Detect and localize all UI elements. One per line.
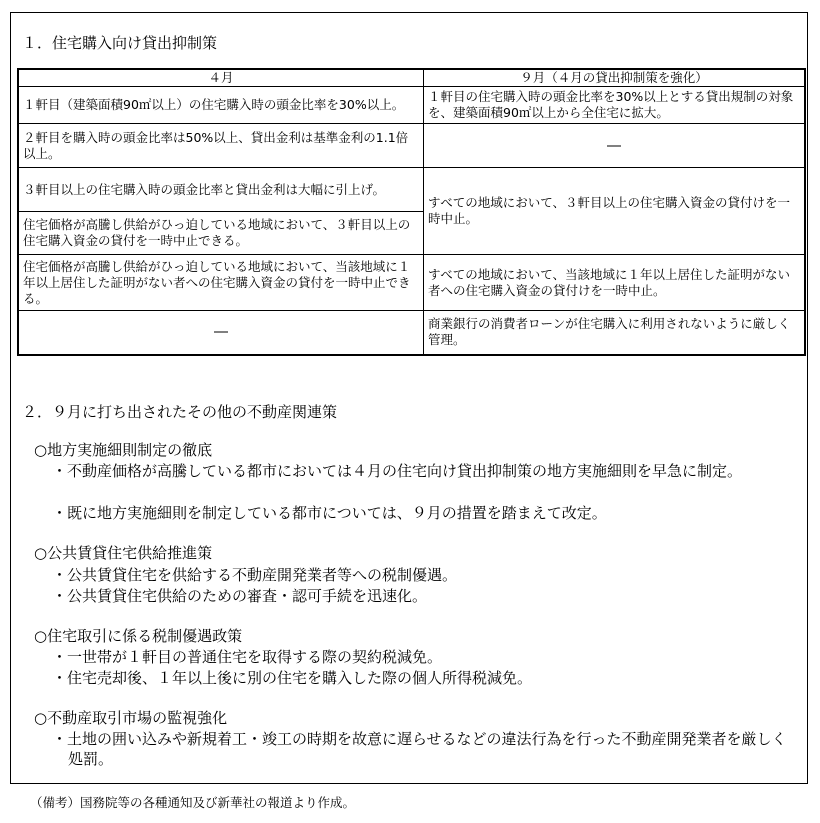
table-cell: すべての地域において、３軒目以上の住宅購入資金の貸付けを一時中止。: [424, 168, 806, 255]
table-cell-empty: ―: [424, 124, 806, 168]
table-cell: 住宅価格が高騰し供給がひっ迫している地域において、当該地域に１年以上居住した証明がない者への住宅購入資金の貸付を一時中止できる。: [18, 255, 424, 311]
section2-title: ２．９月に打ち出されたその他の不動産関連策: [22, 403, 338, 421]
table-row: [18, 255, 805, 311]
list-item: ・公共賃貸住宅を供給する不動産開発業者等への税制優遇。: [52, 566, 458, 584]
list-item: ・一世帯が１軒目の普通住宅を取得する際の契約税減免。: [52, 648, 443, 666]
table-cell: すべての地域において、当該地域に１年以上居住した証明がない者への住宅購入資金の貸付けを一時中止。: [424, 255, 806, 311]
table-row: [18, 87, 805, 124]
table-cell: ３軒目以上の住宅購入時の頭金比率と貸出金利は大幅に引上げ。: [18, 168, 424, 212]
table-row: [18, 311, 805, 355]
group-heading: ○地方実施細則制定の徹底: [34, 441, 213, 459]
table-cell: １軒目の住宅購入時の頭金比率を30%以上とする貸出規制の対象を、建築面積90㎡以上から全住宅に拡大。: [424, 87, 806, 124]
table-header-row: [18, 69, 805, 87]
table-cell: 住宅価格が高騰し供給がひっ迫している地域において、３軒目以上の住宅購入資金の貸付を一時中止できる。: [18, 212, 424, 255]
group-heading: ○住宅取引に係る税制優遇政策: [34, 627, 243, 645]
list-item: ・住宅売却後、１年以上後に別の住宅を購入した際の個人所得税減免。: [52, 669, 533, 687]
source-note: （備考）国務院等の各種通知及び新華社の報道より作成。: [30, 795, 356, 810]
section1-title: １．住宅購入向け貸出抑制策: [22, 34, 218, 52]
table-cell: 商業銀行の消費者ローンが住宅購入に利用されないように厳しく管理。: [424, 311, 806, 355]
header-april: ４月: [18, 69, 424, 87]
table-row: [18, 124, 805, 168]
table-row: [18, 168, 805, 212]
group-heading: ○不動産取引市場の監視強化: [34, 709, 228, 727]
policy-table: [17, 68, 806, 356]
table-cell: ２軒目を購入時の頭金比率は50%以上、貸出金利は基準金利の1.1倍以上。: [18, 124, 424, 168]
list-item: ・土地の囲い込みや新規着工・竣工の時期を故意に遅らせるなどの違法行為を行った不動産開発業者を厳しく処罰。: [52, 730, 787, 768]
table-cell: １軒目（建築面積90㎡以上）の住宅購入時の頭金比率を30%以上。: [18, 87, 424, 124]
group-heading: ○公共賃貸住宅供給推進策: [34, 544, 213, 562]
list-item: ・既に地方実施細則を制定している都市については、９月の措置を踏まえて改定。: [52, 504, 607, 522]
table-cell-empty: ―: [18, 311, 424, 355]
list-item: ・不動産価格が高騰している都市においては４月の住宅向け貸出抑制策の地方実施細則を早急に制定。: [52, 462, 743, 480]
header-september: ９月（４月の貸出抑制策を強化）: [424, 69, 806, 87]
list-item: ・公共賃貸住宅供給のための審査・認可手続を迅速化。: [52, 587, 428, 605]
